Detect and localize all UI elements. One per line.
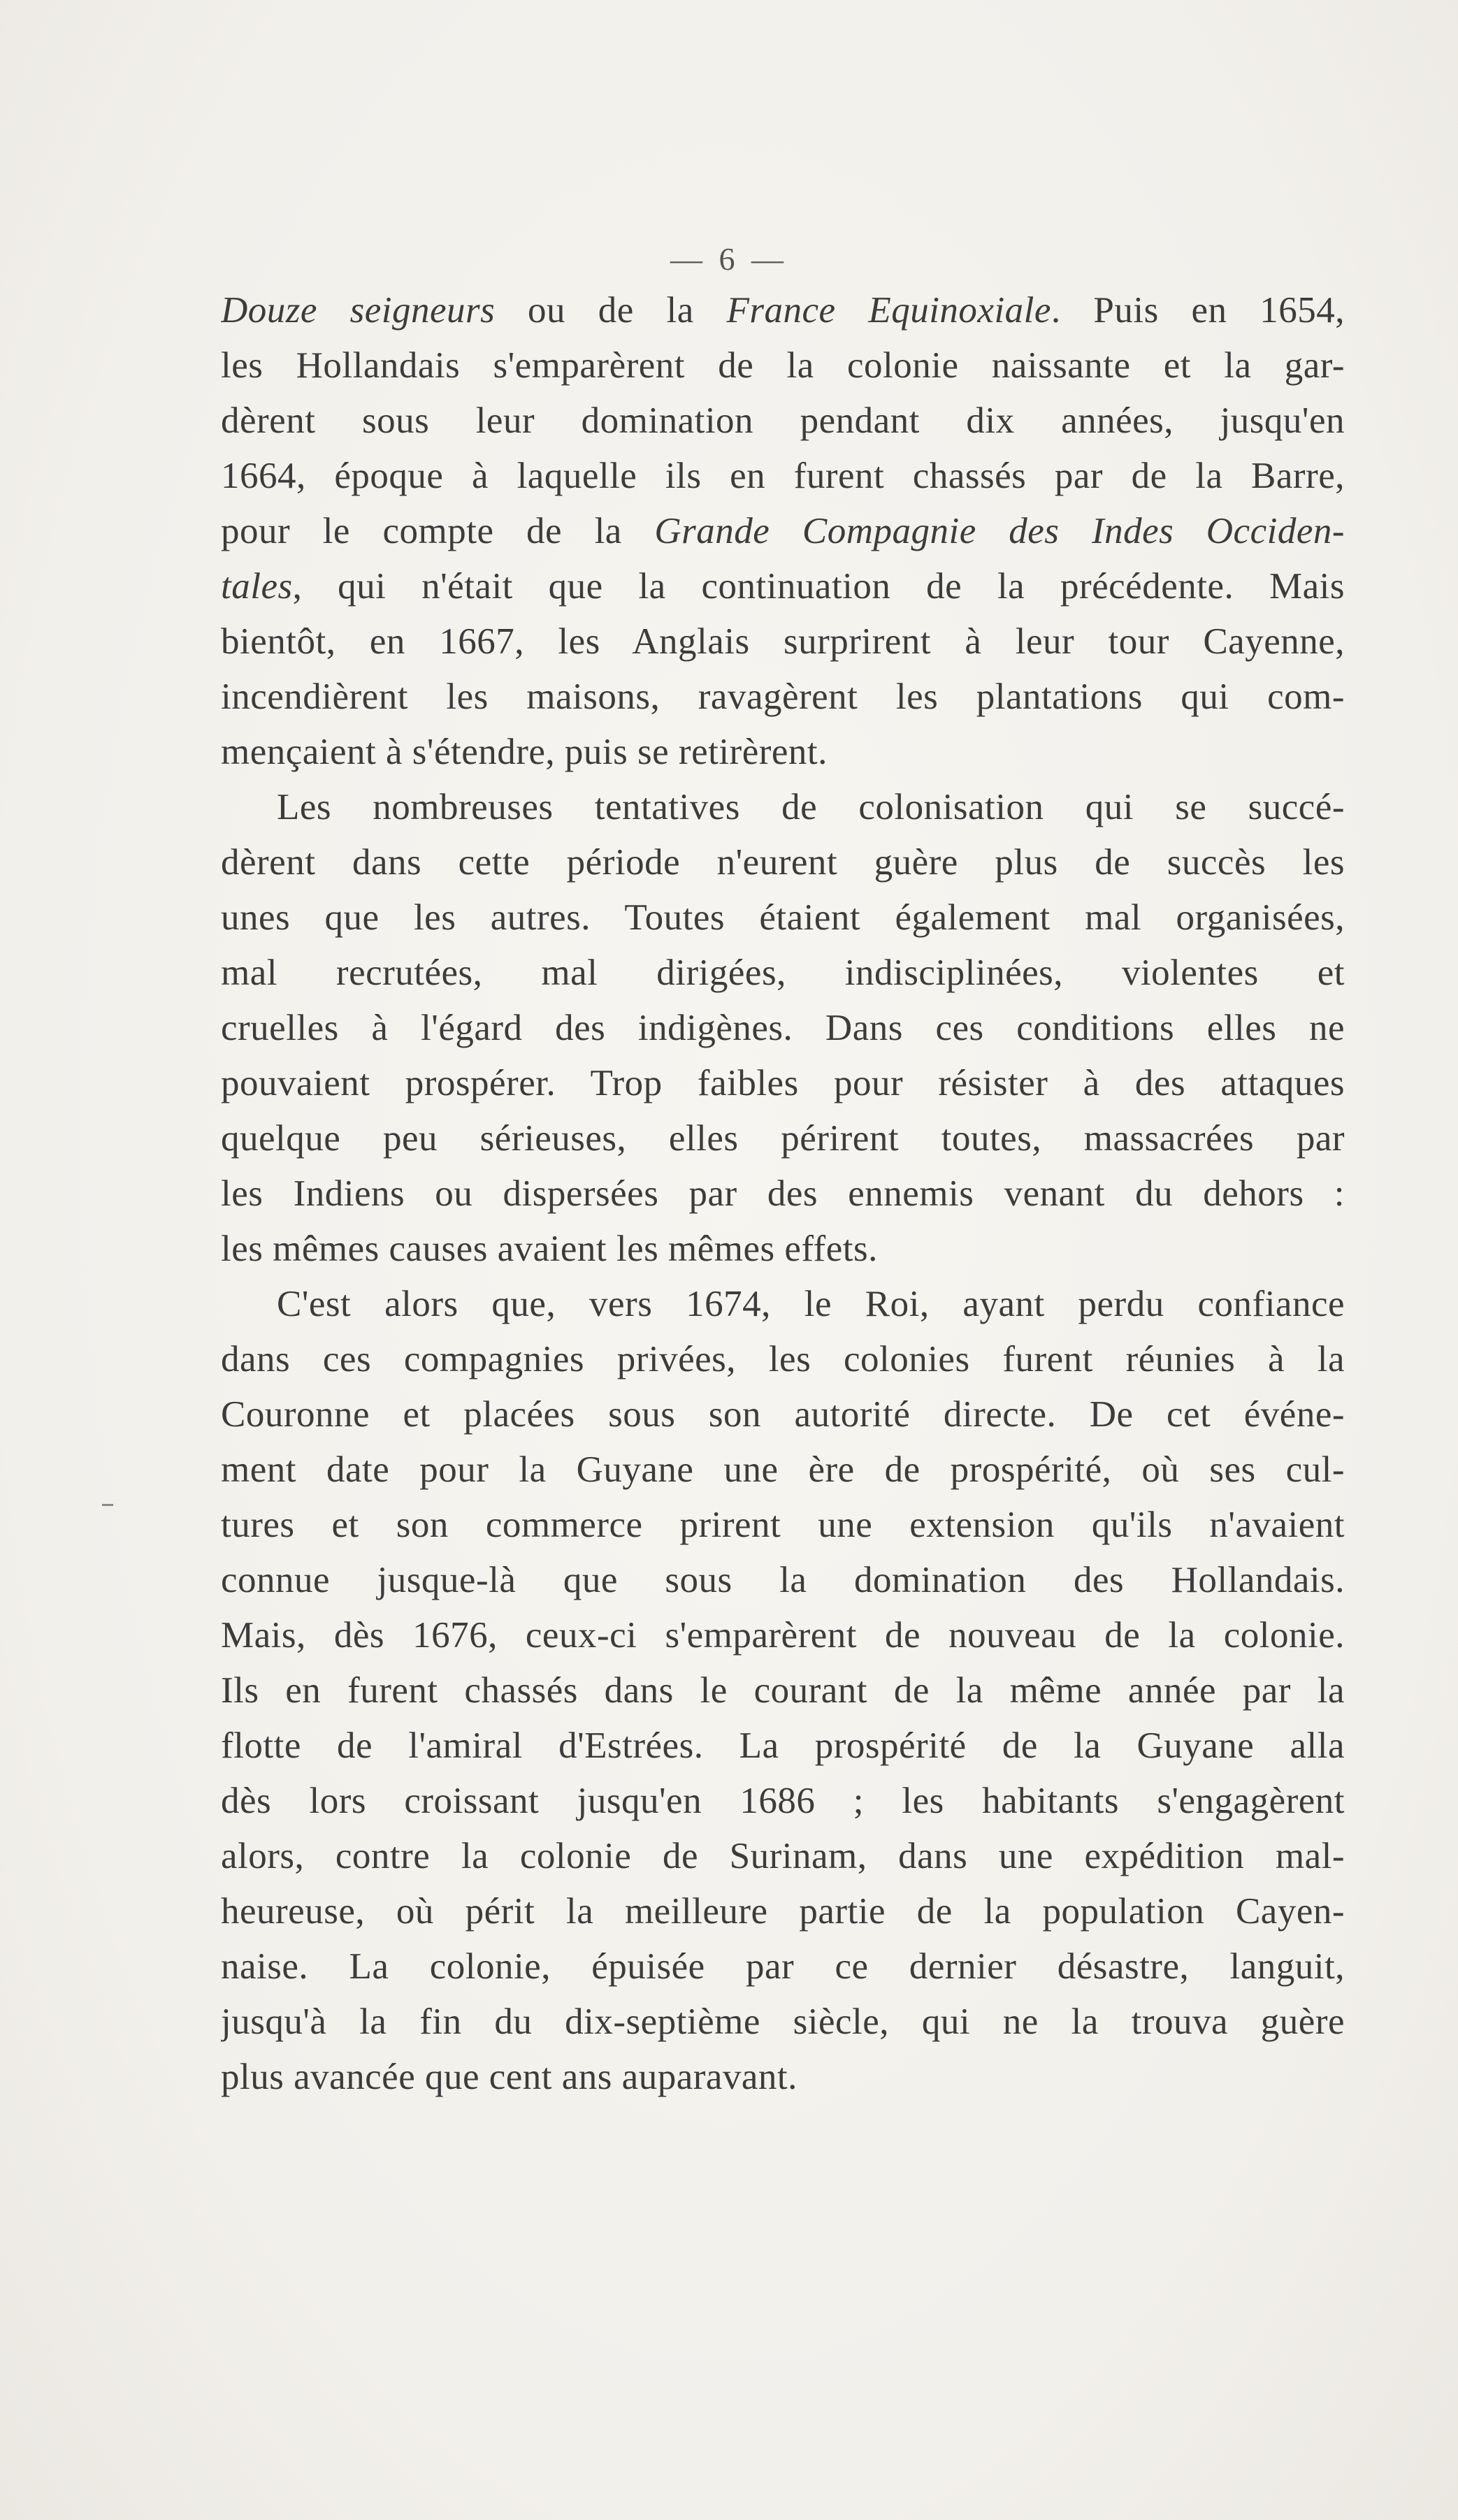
text-segment: heureuse, où périt la meilleure partie de la population Cayen- bbox=[221, 1891, 1345, 1932]
text-segment: plus avancée que cent ans auparavant. bbox=[221, 2057, 797, 2097]
text-segment: les Indiens ou dispersées par des ennemis venant du dehors : bbox=[221, 1173, 1345, 1214]
text-segment: Mais, dès 1676, ceux-ci s'emparèrent de nouveau de la colonie. bbox=[221, 1615, 1345, 1656]
text-segment: naise. La colonie, épuisée par ce dernier désastre, languit, bbox=[221, 1946, 1345, 1987]
text-segment: Couronne et placées sous son autorité directe. De cet événe- bbox=[221, 1394, 1345, 1435]
text-line bbox=[221, 449, 1345, 504]
text-line bbox=[221, 780, 1345, 835]
text-line bbox=[221, 1332, 1345, 1387]
text-segment: unes que les autres. Toutes étaient également mal organisées, bbox=[221, 897, 1345, 938]
text-line bbox=[221, 725, 1345, 780]
margin-mark bbox=[102, 1504, 113, 1506]
text-line bbox=[221, 1277, 1345, 1332]
text-segment: bientôt, en 1667, les Anglais surprirent à leur tour Cayenne, bbox=[221, 621, 1345, 662]
text-line bbox=[221, 1774, 1345, 1829]
text-segment: flotte de l'amiral d'Estrées. La prospérité de la Guyane alla bbox=[221, 1725, 1345, 1766]
text-line bbox=[221, 2050, 1345, 2105]
text-segment: les Hollandais s'emparèrent de la colonie naissante et la gar- bbox=[221, 345, 1345, 386]
text-segment: 1664, époque à laquelle ils en furent chassés par de la Barre, bbox=[221, 456, 1345, 496]
text-line bbox=[221, 1718, 1345, 1774]
text-segment: C'est alors que, vers 1674, le Roi, ayant perdu confiance bbox=[277, 1284, 1345, 1324]
text-line bbox=[221, 1222, 1345, 1277]
text-segment: mençaient à s'étendre, puis se retirèrent. bbox=[221, 732, 828, 772]
italic-text: tales bbox=[221, 566, 293, 607]
text-line bbox=[221, 1553, 1345, 1608]
text-segment: ou de la bbox=[495, 290, 727, 331]
text-line bbox=[221, 283, 1345, 338]
text-segment: tures et son commerce prirent une extension qu'ils n'avaient bbox=[221, 1505, 1345, 1545]
text-line bbox=[221, 1498, 1345, 1553]
text-segment: jusqu'à la fin du dix-septième siècle, qui ne la trouva guère bbox=[221, 2001, 1345, 2042]
text-line bbox=[221, 559, 1345, 614]
text-line bbox=[221, 890, 1345, 946]
text-segment: dès lors croissant jusqu'en 1686 ; les habitants s'engagèrent bbox=[221, 1781, 1345, 1821]
text-segment: pouvaient prospérer. Trop faibles pour résister à des attaques bbox=[221, 1063, 1345, 1103]
text-segment: alors, contre la colonie de Surinam, dans une expédition mal- bbox=[221, 1836, 1345, 1876]
text-line bbox=[221, 1829, 1345, 1884]
text-line bbox=[221, 504, 1345, 559]
text-segment: incendièrent les maisons, ravagèrent les plantations qui com- bbox=[221, 676, 1345, 717]
text-line bbox=[221, 1387, 1345, 1442]
text-segment: Les nombreuses tentatives de colonisation qui se succé- bbox=[277, 787, 1345, 827]
text-line bbox=[221, 1111, 1345, 1166]
text-segment: quelque peu sérieuses, elles périrent toutes, massacrées par bbox=[221, 1118, 1345, 1159]
text-segment: mal recrutées, mal dirigées, indisciplinées, violentes et bbox=[221, 953, 1345, 993]
text-line bbox=[221, 835, 1345, 890]
text-line bbox=[221, 1166, 1345, 1222]
text-line bbox=[221, 1442, 1345, 1498]
text-line bbox=[221, 1056, 1345, 1111]
text-line bbox=[221, 614, 1345, 669]
text-line bbox=[221, 669, 1345, 725]
text-line bbox=[221, 1001, 1345, 1056]
italic-text: Grande Compagnie des Indes Occiden- bbox=[654, 511, 1345, 551]
italic-text: France Equinoxiale bbox=[726, 290, 1051, 331]
text-line bbox=[221, 1663, 1345, 1718]
text-line bbox=[221, 1994, 1345, 2050]
text-line bbox=[221, 338, 1345, 393]
text-line bbox=[221, 1608, 1345, 1663]
text-segment: connue jusque-là que sous la domination des Hollandais. bbox=[221, 1560, 1345, 1600]
text-segment: dans ces compagnies privées, les colonies furent réunies à la bbox=[221, 1339, 1345, 1380]
text-line bbox=[221, 393, 1345, 449]
text-segment: cruelles à l'égard des indigènes. Dans ces conditions elles ne bbox=[221, 1008, 1345, 1048]
text-segment: . Puis en 1654, bbox=[1051, 290, 1345, 331]
text-segment: pour le compte de la bbox=[221, 511, 655, 551]
text-segment: Ils en furent chassés dans le courant de la même année par la bbox=[221, 1670, 1345, 1711]
page-number: — 6 — bbox=[670, 241, 788, 277]
text-segment: ment date pour la Guyane une ère de prospérité, où ses cul- bbox=[221, 1449, 1345, 1490]
text-segment: dèrent sous leur domination pendant dix années, jusqu'en bbox=[221, 400, 1345, 441]
text-segment: les mêmes causes avaient les mêmes effets. bbox=[221, 1229, 878, 1269]
text-line bbox=[221, 1884, 1345, 1939]
text-line bbox=[221, 946, 1345, 1001]
text-segment: dèrent dans cette période n'eurent guère plus de succès les bbox=[221, 842, 1345, 883]
text-line bbox=[221, 1939, 1345, 1994]
text-segment: , qui n'était que la continuation de la précédente. Mais bbox=[292, 566, 1345, 607]
italic-text: Douze seigneurs bbox=[221, 290, 496, 331]
body-text bbox=[221, 283, 1345, 2105]
